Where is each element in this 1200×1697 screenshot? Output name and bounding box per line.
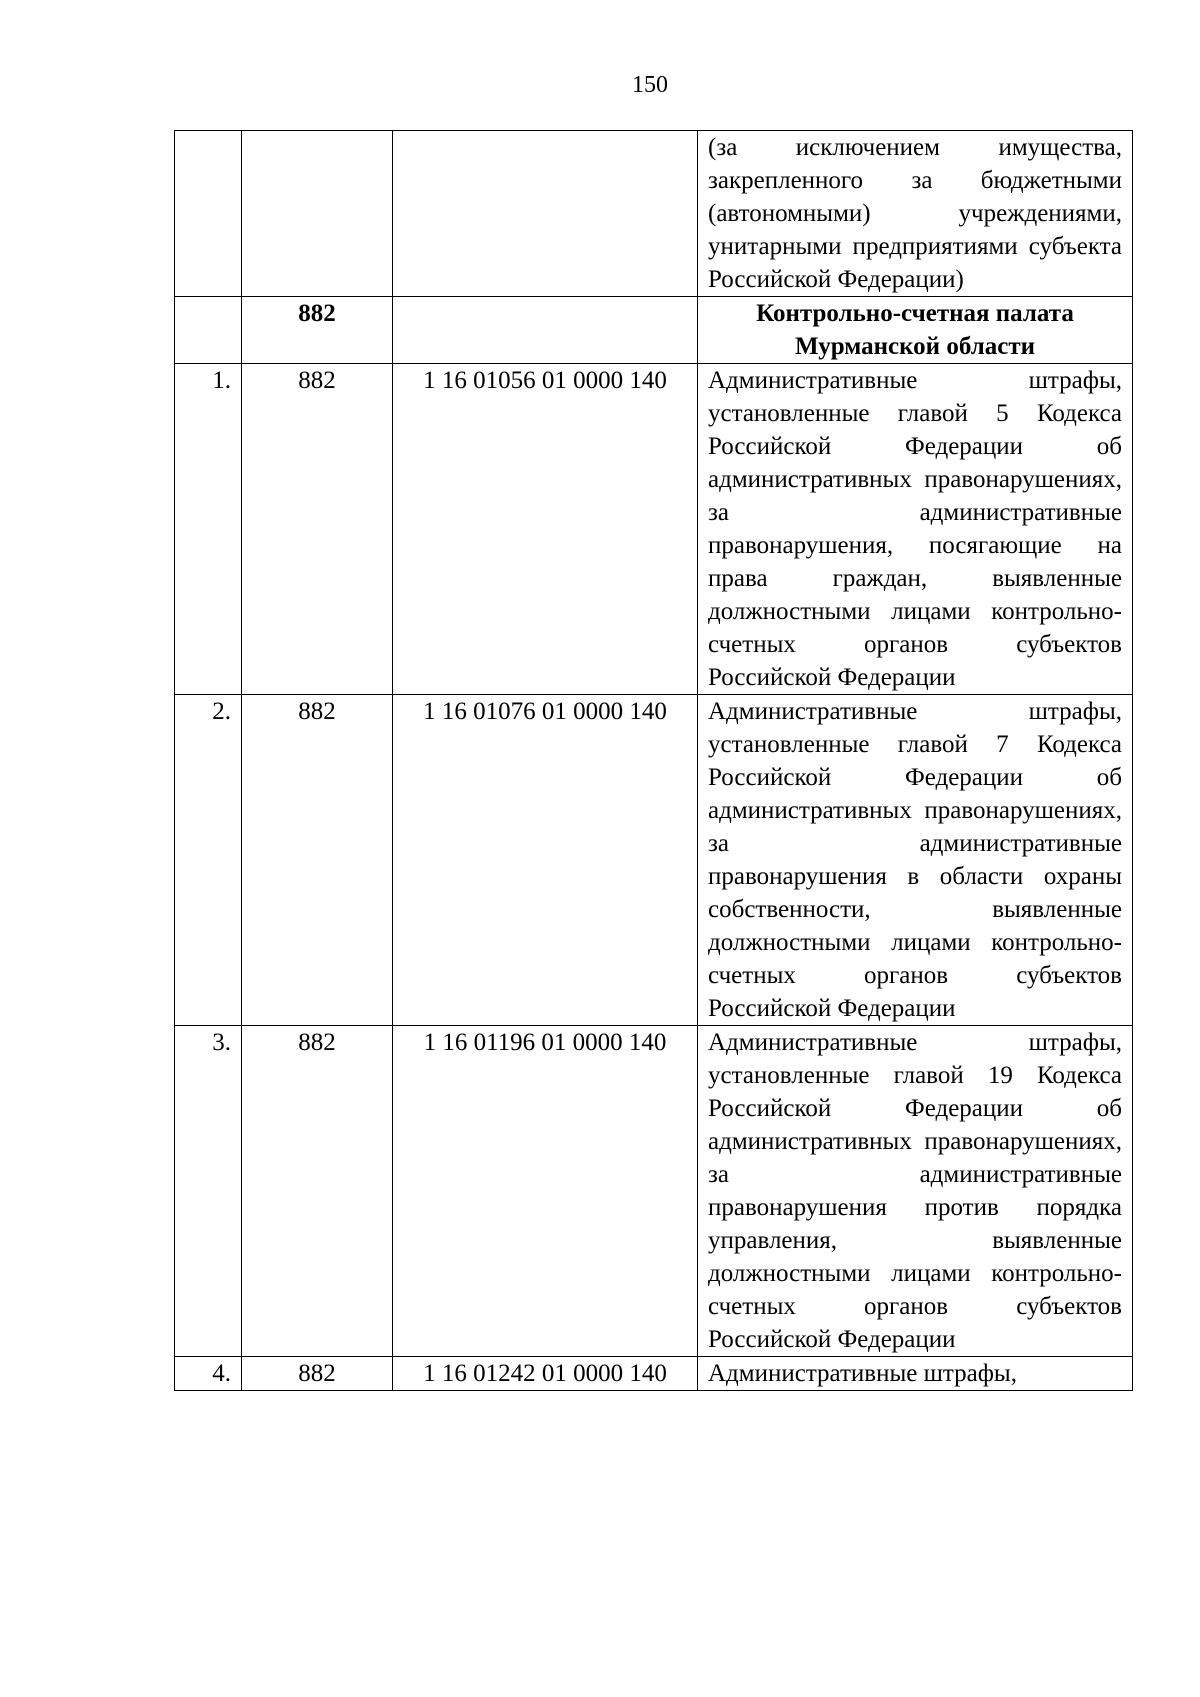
revenue-codes-table xyxy=(174,130,1133,1391)
administrator-code-cell: 882 xyxy=(242,364,393,695)
table-row-administrator-header xyxy=(175,297,1133,364)
description-cell: (за исключением имущества, закрепленного за бюджетными (автономными) учреждениями, унитарными предприятиями субъекта Российской Федерации) xyxy=(698,131,1133,297)
description-cell: Административные штрафы, xyxy=(698,1357,1133,1391)
page-number: 150 xyxy=(632,72,668,98)
row-number-cell: 3. xyxy=(175,1026,242,1357)
administrator-code-cell: 882 xyxy=(242,297,393,364)
row-number-cell xyxy=(175,297,242,364)
table-row-continuation xyxy=(175,131,1133,297)
table-row xyxy=(175,695,1133,1026)
administrator-code-cell xyxy=(242,131,393,297)
administrator-code-cell: 882 xyxy=(242,1026,393,1357)
row-number-cell: 2. xyxy=(175,695,242,1026)
description-cell: Административные штрафы, установленные главой 5 Кодекса Российской Федерации об административных правонарушениях, за административные правонарушения, посягающие на права граждан, выявленные должностными лицами контрольно-счетных органов субъектов Российской Федерации xyxy=(698,364,1133,695)
table-row xyxy=(175,364,1133,695)
row-number-cell: 1. xyxy=(175,364,242,695)
description-cell: Административные штрафы, установленные главой 7 Кодекса Российской Федерации об административных правонарушениях, за административные правонарушения в области охраны собственности, выявленные должностными лицами контрольно-счетных органов субъектов Российской Федерации xyxy=(698,695,1133,1026)
revenue-code-cell: 1 16 01196 01 0000 140 xyxy=(393,1026,698,1357)
table-row xyxy=(175,1026,1133,1357)
administrator-code-cell: 882 xyxy=(242,695,393,1026)
row-number-cell: 4. xyxy=(175,1357,242,1391)
description-cell: Административные штрафы, установленные главой 19 Кодекса Российской Федерации об административных правонарушениях, за административные правонарушения против порядка управления, выявленные должностными лицами контрольно-счетных органов субъектов Российской Федерации xyxy=(698,1026,1133,1357)
administrator-code-cell: 882 xyxy=(242,1357,393,1391)
revenue-code-cell xyxy=(393,297,698,364)
table-row xyxy=(175,1357,1133,1391)
revenue-code-cell: 1 16 01076 01 0000 140 xyxy=(393,695,698,1026)
revenue-code-cell xyxy=(393,131,698,297)
row-number-cell xyxy=(175,131,242,297)
revenue-code-cell: 1 16 01056 01 0000 140 xyxy=(393,364,698,695)
revenue-code-cell: 1 16 01242 01 0000 140 xyxy=(393,1357,698,1391)
administrator-name-cell: Контрольно-счетная палата Мурманской области xyxy=(698,297,1133,364)
